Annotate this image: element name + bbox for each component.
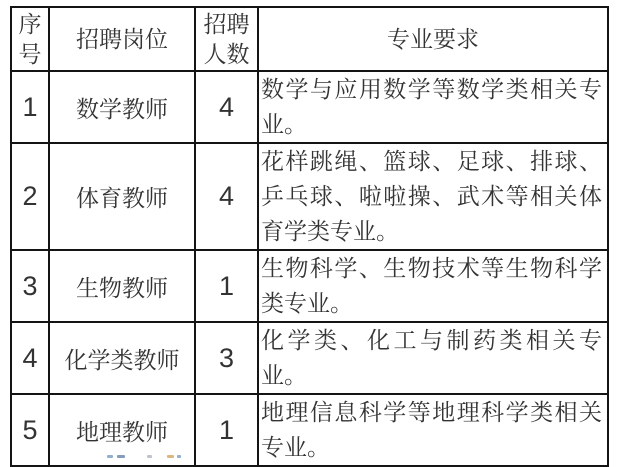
cell-no: 5: [11, 394, 49, 466]
cell-requirement: 化学类、化工与制药类相关专业。: [258, 322, 608, 394]
col-header-count: 招聘人数: [195, 7, 258, 71]
cell-position: 化学类教师: [49, 322, 195, 394]
cell-position: 生物教师: [49, 250, 195, 322]
table-row: [11, 250, 608, 322]
cell-no: 4: [11, 322, 49, 394]
col-header-position: 招聘岗位: [49, 7, 195, 71]
cell-count: 4: [195, 143, 258, 250]
cell-count: 4: [195, 71, 258, 143]
cell-requirement: 数学与应用数学等数学类相关专业。: [258, 71, 608, 143]
cell-no: 3: [11, 250, 49, 322]
table-row: [11, 143, 608, 250]
table-header-row: [11, 7, 608, 71]
col-header-requirement: 专业要求: [258, 7, 608, 71]
cell-position: 数学教师: [49, 71, 195, 143]
table-row: [11, 394, 608, 466]
cell-position: 地理教师: [49, 394, 195, 466]
cell-position: 体育教师: [49, 143, 195, 250]
table-row: [11, 322, 608, 394]
cell-count: 1: [195, 250, 258, 322]
recruitment-table: [10, 6, 609, 467]
cell-requirement: 地理信息科学等地理科学类相关专业。: [258, 394, 608, 466]
table-row: [11, 71, 608, 143]
cell-requirement: 花样跳绳、篮球、足球、排球、乒乓球、啦啦操、武术等相关体育学类专业。: [258, 143, 608, 250]
col-header-no: 序号: [11, 7, 49, 71]
cell-count: 3: [195, 322, 258, 394]
cell-no: 1: [11, 71, 49, 143]
cell-no: 2: [11, 143, 49, 250]
clipped-text-artifact: [103, 455, 223, 460]
cell-count: 1: [195, 394, 258, 466]
cell-requirement: 生物科学、生物技术等生物科学类专业。: [258, 250, 608, 322]
